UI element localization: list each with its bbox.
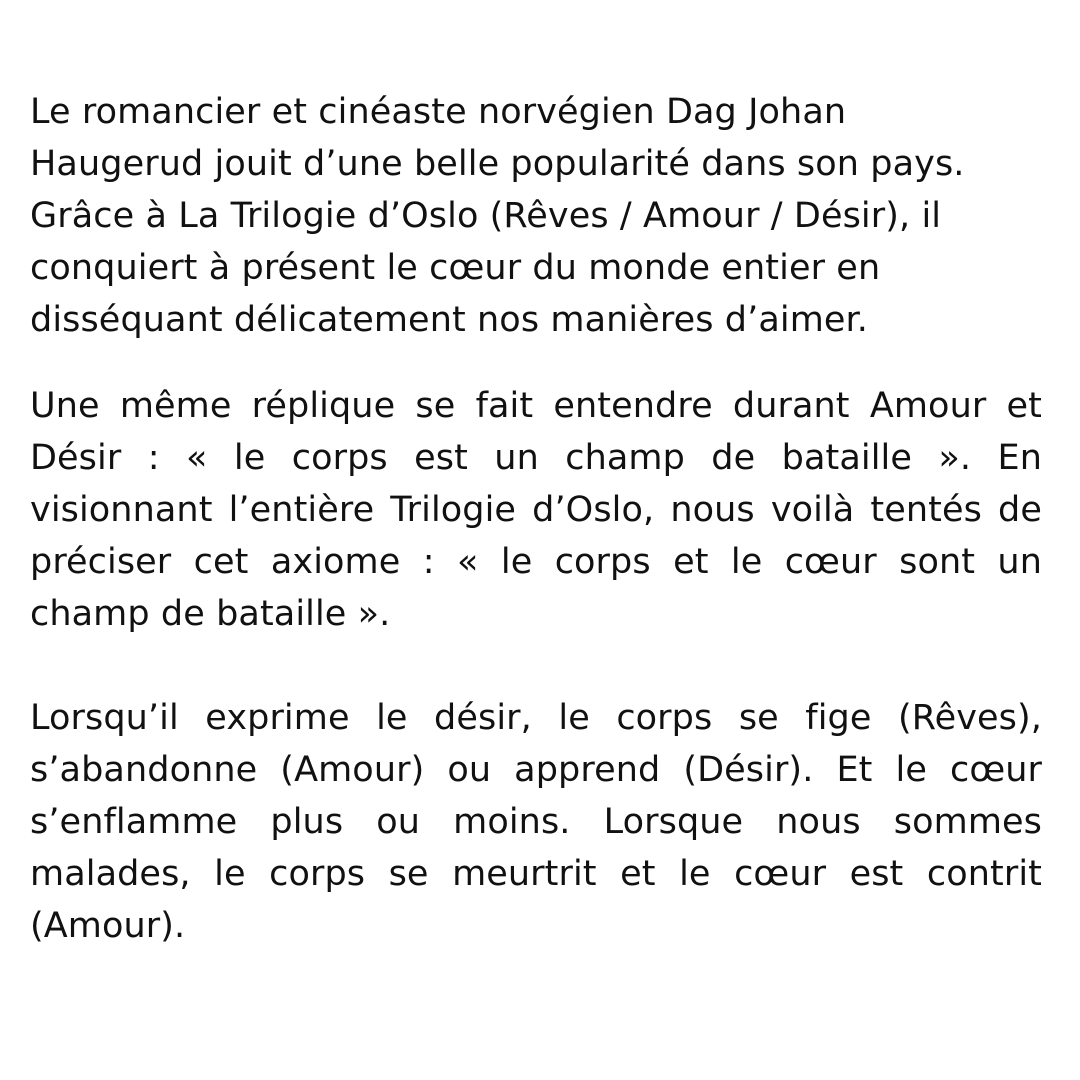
paragraph-replique: Une même réplique se fait entendre durant Amour et Désir : « le corps est un champ de bataille ». En visionnant l’entière Trilogie d’Oslo, nous voilà tentés de préciser cet axiome : « le corps et le cœur sont un champ de bataille ». [30, 386, 1042, 634]
paragraph-desir: Lorsqu’il exprime le désir, le corps se fige (Rêves), s’abandonne (Amour) ou apprend (Désir). Et le cœur s’enflamme plus ou moins. Lorsque nous sommes malades, le corps se meurtrit et le cœur est contrit (Amour). [30, 698, 1042, 946]
paragraph-intro: Le romancier et cinéaste norvégien Dag Johan Haugerud jouit d’une belle popularité dans son pays. Grâce à La Trilogie d’Oslo (Rêves / Amour / Désir), il conquiert à présent le cœur du monde entier en disséquant délicatement nos manières d’aimer. [30, 92, 965, 340]
document-body [30, 86, 1042, 952]
